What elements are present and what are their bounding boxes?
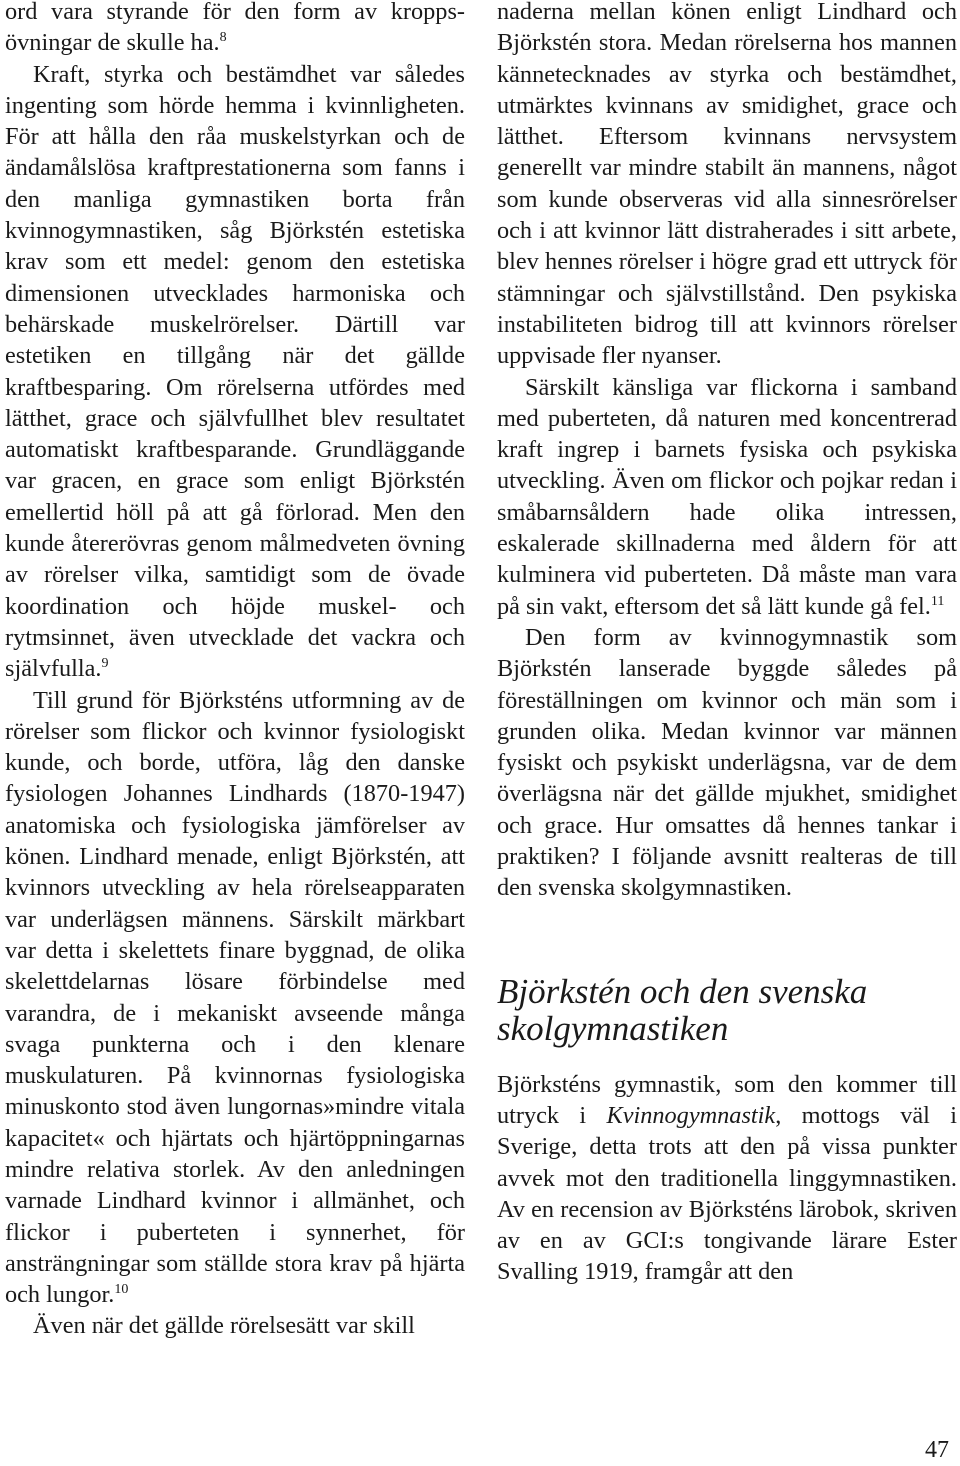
paragraph (5, 1310, 465, 1341)
paragraph (5, 685, 465, 1311)
footnote-ref[interactable]: 9 (101, 656, 109, 672)
paragraph-text: Björksténs gymnastik, som den kommer till utryck i (497, 1070, 957, 1129)
left-column (5, 0, 465, 1342)
paragraph-text: Den form av kvinnogymnastik som Björkstén lanserade byggde således på föreställningen om kvinnor och män som i grunden olika. Medan kvinnor var männen fysiskt och psykiskt underlägsna, var de dem överlägsna när det gällde mjukhet, smidighet och grace. Hur omsattes då hennes tankar i praktiken? I följande avsnitt realteras de till den svenska skolgymnastiken. (497, 623, 957, 902)
paragraph-text: Till grund för Björksténs utformning av de rörelser som flickor och kvinnor fysiologiskt kunde, och borde, utföra, låg den danske fysiologen Johannes Lindhards (1870-1947) anatomiska och fysiologiska jämförelser av könen. Lindhard menade, enligt Björkstén, att kvinnors utveckling av hela rörelseapparaten var underlägsen männens. Särskilt märkbart var detta i skelettets finare byggnad, de olika skelettdelarnas lösare förbindelse med varandra, de i mekaniskt avseende många svaga punkterna och i den klenare muskulaturen. På kvinnornas fysiologiska minuskonto stod även lungornas»mindre vitala kapacitet« och hjärtats och hjärtöppningarnas mindre relativa storlek. Av den anledningen varnade Lindhard kvinnor i allmänhet, och flickor i puberteten i synnerhet, för ansträngningar som ställde stora krav på hjärta och lungor. (5, 686, 465, 1309)
paragraph-text: Särskilt känsliga var flickorna i samband med puberteten, då naturen med koncentrerad kraft ingrep i barnets fysiska och psykiska utveckling. Även om flickor och pojkar redan i småbarnsåldern hade olika intressen, eskalerade skillnaderna med åldern för att kulminera vid puberteten. Då måste man vara på sin vakt, eftersom det så lätt kunde gå fel. (497, 373, 957, 620)
page-number: 47 (925, 1437, 949, 1463)
paragraph-text: Kraft, styrka och bestämdhet var således ingenting som hörde hemma i kvinnligheten. För att hålla den råa muskelstyrkan och de ändamålslösa kraftprestationerna som fanns i den manliga gymnastiken borta från kvinnogymnastiken, såg Björkstén estetiska krav som ett medel: genom den estetiska dimensionen utvecklades harmoniska och behärskade muskelrörelser. Därtill var estetiken en tillgång när det gällde kraftbesparing. Om rörelserna utfördes med lätthet, grace och självfullhet blev resultatet automatiskt kraftbesparande. Grundläggande var gracen, en grace som enligt Björkstén emellertid höll på att gå förlorad. Men den kunde återerövras genom målmedveten övning av rörelser vilka, samtidigt som de övade koordination och höjde muskel- och rytmsinnet, även utvecklade det vackra och självfulla. (5, 60, 465, 683)
paragraph (497, 372, 957, 622)
book-title: Kvinnogymnastik (606, 1101, 776, 1129)
footnote-ref[interactable]: 10 (114, 1282, 129, 1298)
paragraph-text: naderna mellan könen enligt Lindhard och Björkstén stora. Medan rörelserna hos mannen kännetecknades av styrka och bestämdhet, utmärktes kvinnans av smidighet, grace och lätthet. Eftersom kvinnans nervsystem generellt var mindre stabilt än mannens, något som kunde observeras vid alla sinnesrörelser och i att kvinnor lätt distraherades i sitt arbete, blev hennes rörelser i högre grad ett uttryck för stämningar och självstillstånd. Den psykiska instabiliteten bidrog till att kvinnors rörelser uppvisade fler nyanser. (497, 0, 957, 370)
paragraph-text: ord vara styrande för den form av kroppsövningar de skulle ha. (5, 0, 465, 57)
paragraph (5, 0, 465, 59)
footnote-ref[interactable]: 11 (930, 593, 945, 609)
paragraph (497, 1069, 957, 1288)
section-heading: Björkstén och den svenska skolgymnastiken (497, 971, 868, 1048)
paragraph-text: , mottogs väl i Sverige, detta trots att den på vissa punkter avvek mot den traditionella linggymnastiken. Av en recension av Björksténs lärobok, skriven av en av GCI:s tongivande lärare Ester Svalling 1919, framgår att den (497, 1101, 957, 1286)
paragraph (497, 0, 957, 372)
paragraph-text: Även när det gällde rörelsesätt var skill (33, 1312, 415, 1340)
right-column (497, 0, 957, 1288)
footnote-ref[interactable]: 8 (219, 30, 227, 46)
paragraph (5, 59, 465, 685)
paragraph (497, 622, 957, 904)
